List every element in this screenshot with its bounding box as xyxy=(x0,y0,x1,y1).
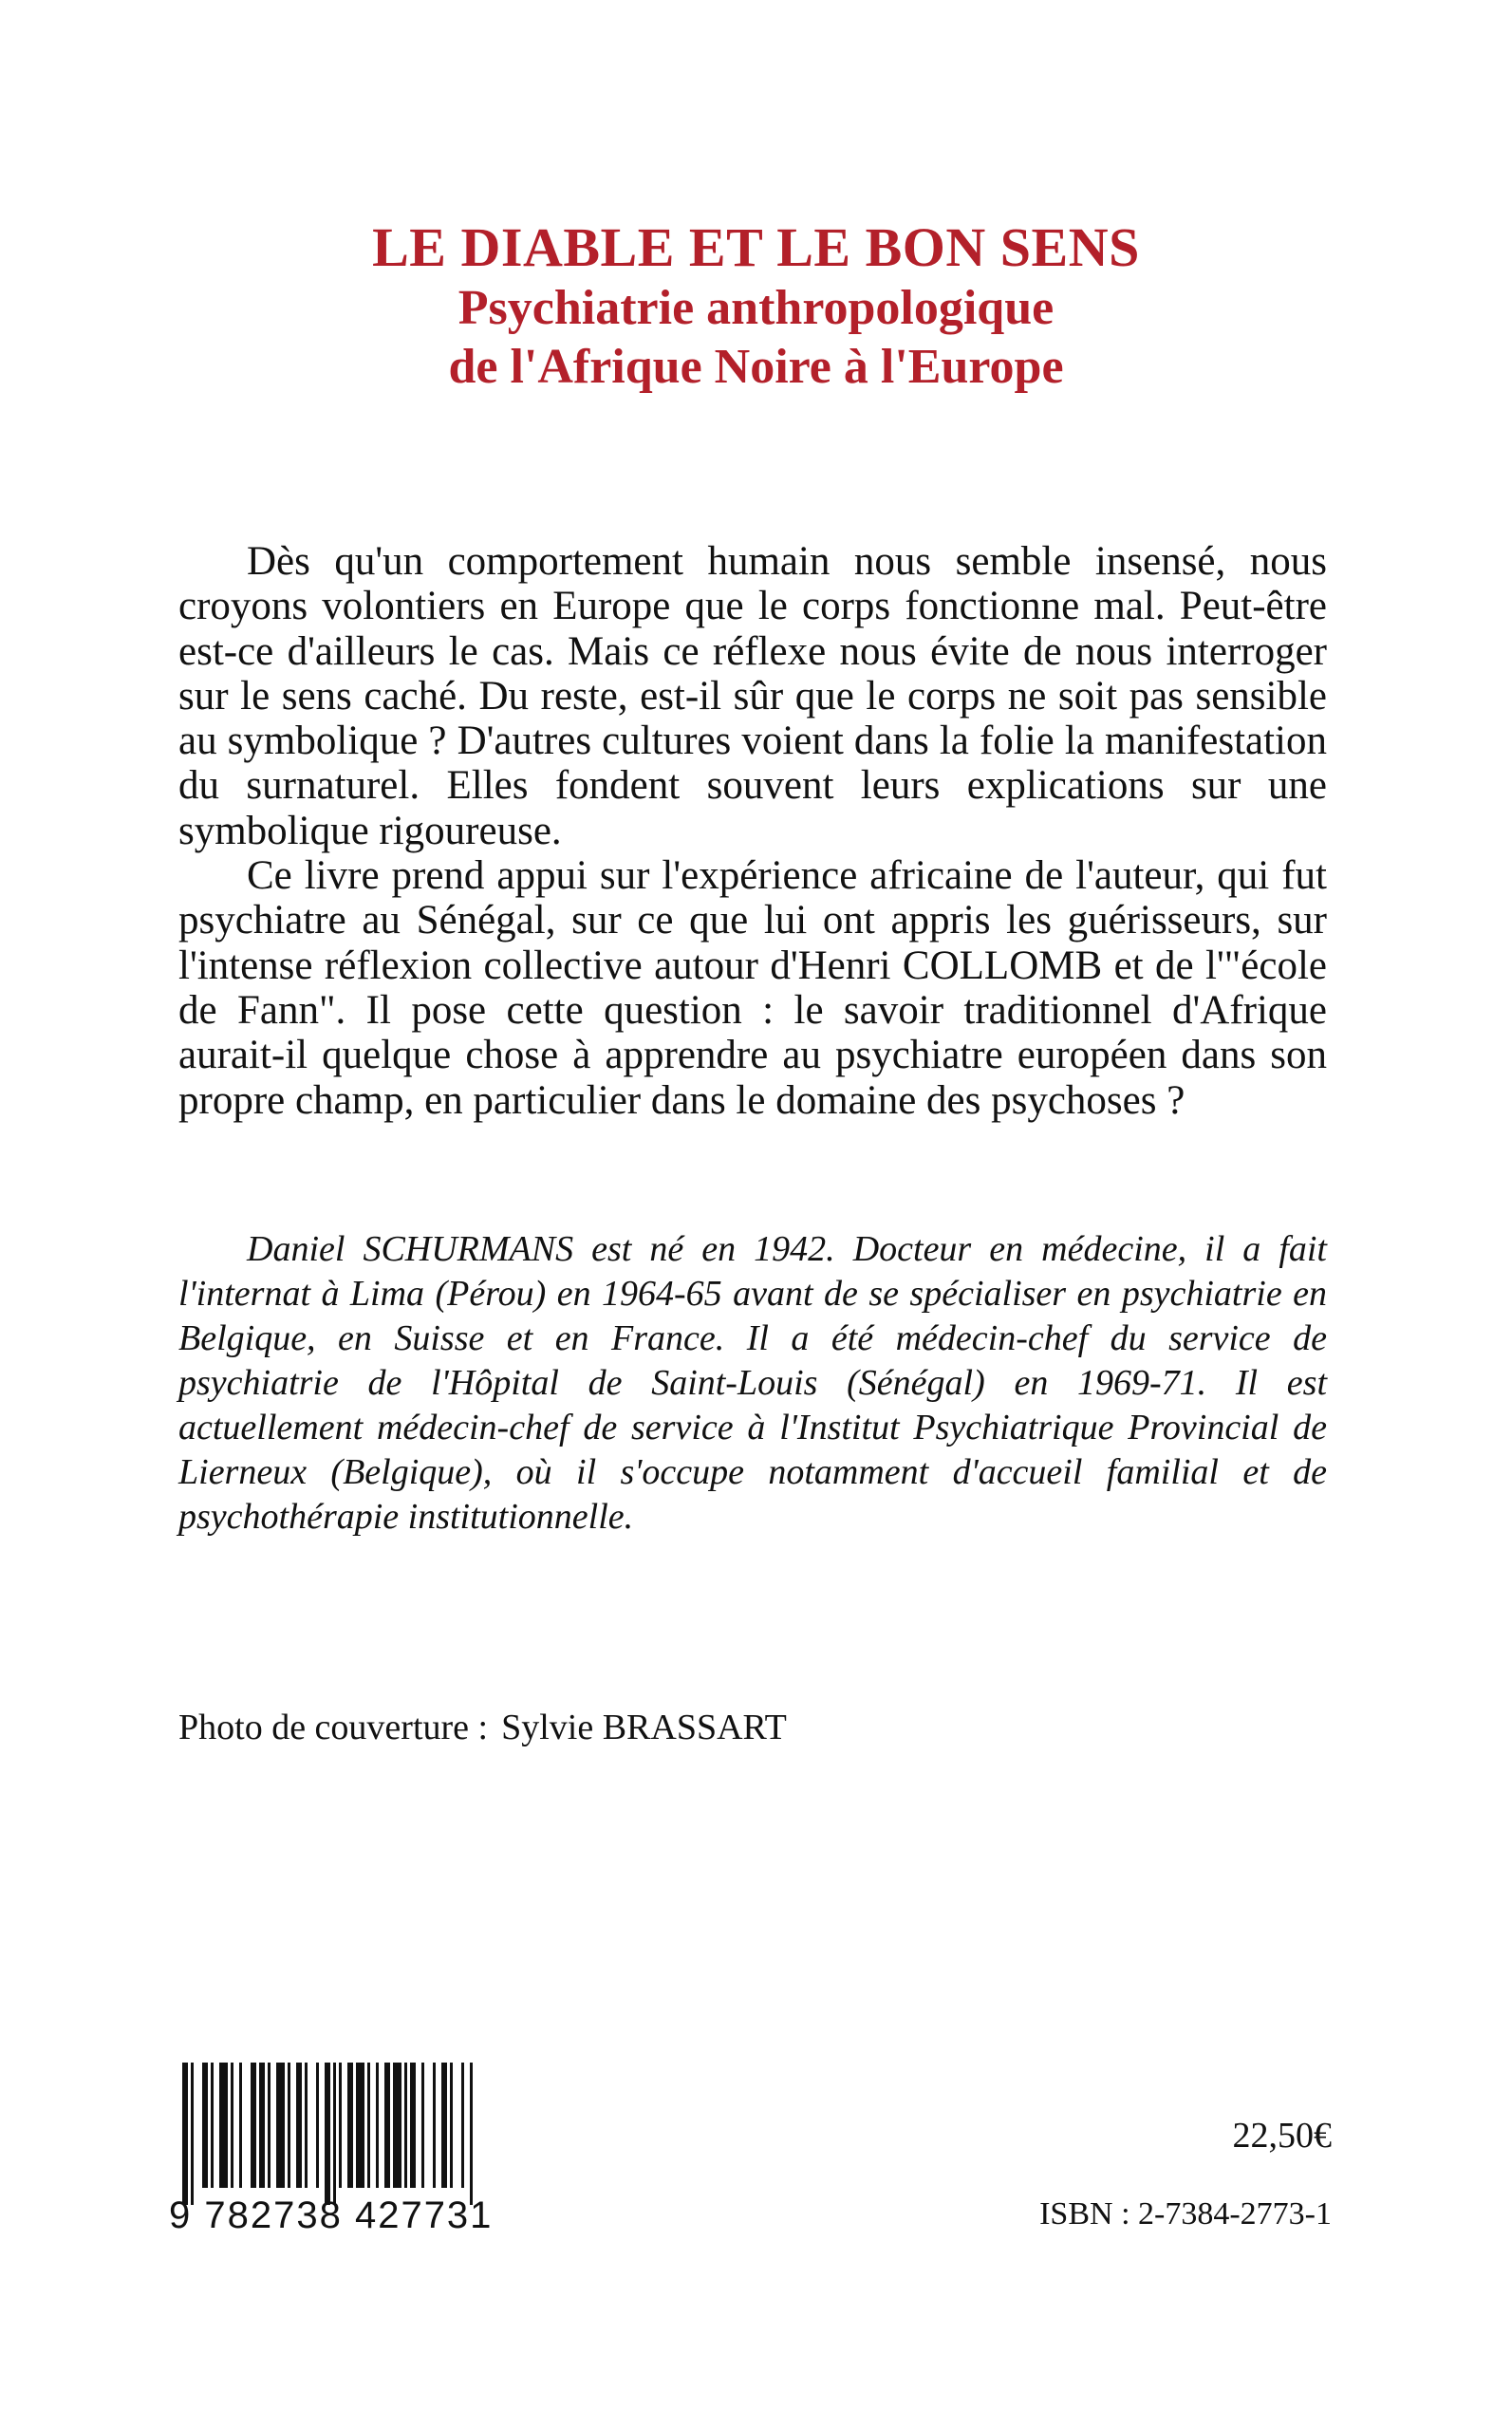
photo-credit-name: Sylvie BRASSART xyxy=(501,1708,787,1747)
price: 22,50€ xyxy=(1232,2116,1332,2156)
author-bio-text: Daniel SCHURMANS est né en 1942. Docteur en médecine, il a fait l'internat à Lima (Pérou) en 1964-65 avant de se spécialiser en psychiatrie en Belgique, en Suisse et en France. Il a été médecin-chef du service de psychiatrie de l'Hôpital de Saint-Louis (Sénégal) en 1969-71. Il est actuellement médecin-chef de service à l'Institut Psychiatrique Provincial de Lierneux (Belgique), où il s'occupe notamment d'accueil familial et de psychothérapie institutionnelle. xyxy=(178,1229,1327,1537)
book-title xyxy=(0,216,1512,397)
barcode-bars xyxy=(169,2063,530,2205)
isbn: ISBN : 2-7384-2773-1 xyxy=(1039,2196,1332,2232)
blurb-paragraph-2: Ce livre prend appui sur l'expérience africaine de l'auteur, qui fut psychiatre au Sénégal, sur ce que lui ont appris les guérisseurs, sur l'intense réflexion collective autour d'Henri COLLOMB et de l'"école de Fann". Il pose cette question : le savoir traditionnel d'Afrique aurait-il quelque chose à apprendre au psychiatre européen dans son propre champ, en particulier dans le domaine des psychoses ? xyxy=(178,853,1327,1123)
subtitle-line-2: de l'Afrique Noire à l'Europe xyxy=(448,340,1064,394)
subtitle-line-1: Psychiatrie anthropologique xyxy=(457,281,1055,335)
barcode-digits: 9 782738 427731 xyxy=(169,2194,494,2236)
author-bio xyxy=(178,1227,1327,1540)
photo-credit xyxy=(178,1707,787,1748)
blurb-paragraph-1: Dès qu'un comportement humain nous semble insensé, nous croyons volontiers en Europe que le corps fonctionne mal. Peut-être est-ce d'ailleurs le cas. Mais ce réflexe nous évite de nous interroger sur le sens caché. Du reste, est-il sûr que le corps ne soit pas sensible au symbolique ? D'autres cultures voient dans la folie la manifestation du surnaturel. Elles fondent souvent leurs explications sur une symbolique rigoureuse. xyxy=(178,539,1327,853)
blurb-text xyxy=(178,539,1327,1123)
photo-credit-label: Photo de couverture : xyxy=(178,1708,489,1747)
barcode xyxy=(169,2063,530,2243)
title-main: LE DIABLE ET LE BON SENS xyxy=(372,216,1140,278)
